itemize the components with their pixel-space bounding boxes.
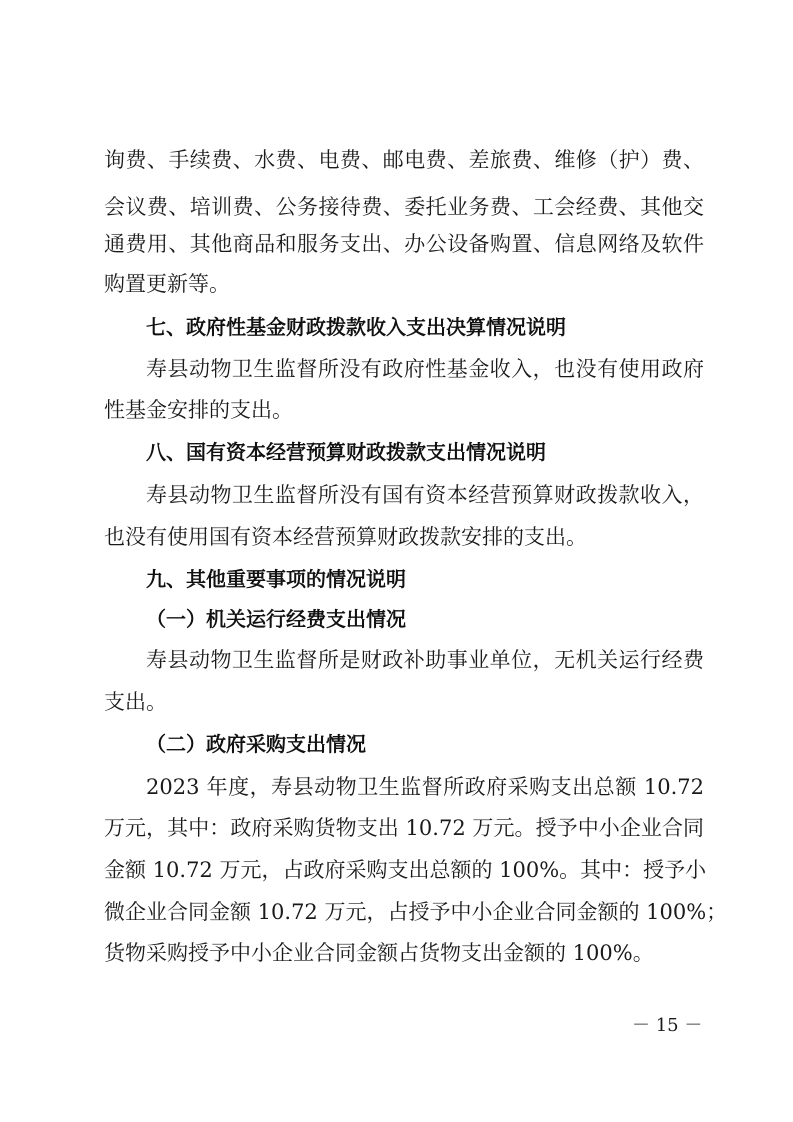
paragraph-line: 会议费、培训费、公务接待费、委托业务费、工会经费、其他交: [104, 195, 704, 219]
paragraph-line: 寿县动物卫生监督所没有国有资本经营预算财政拨款收入，: [146, 483, 704, 507]
paragraph-line: 金额 10.72 万元，占政府采购支出总额的 100%。其中：授予小: [104, 858, 707, 882]
paragraph-line: 寿县动物卫生监督所没有政府性基金收入，也没有使用政府: [146, 357, 704, 381]
section-heading-9: 九、其他重要事项的情况说明: [146, 567, 406, 591]
paragraph-line: 寿县动物卫生监督所是财政补助事业单位，无机关运行经费: [146, 648, 704, 672]
paragraph-line: 购置更新等。: [104, 272, 230, 296]
paragraph-line: 货物采购授予中小企业合同金额占货物支出金额的 100%。: [104, 941, 654, 965]
paragraph-line: 2023 年度，寿县动物卫生监督所政府采购支出总额 10.72: [146, 775, 704, 799]
page-number: － 15 －: [632, 1015, 703, 1036]
paragraph-line: 支出。: [104, 690, 167, 714]
paragraph-line: 也没有使用国有资本经营预算财政拨款安排的支出。: [104, 525, 587, 549]
subsection-heading-1: （一）机关运行经费支出情况: [146, 607, 406, 631]
paragraph-line: 询费、手续费、水费、电费、邮电费、差旅费、维修（护）费、: [104, 148, 704, 172]
paragraph-line: 微企业合同金额 10.72 万元，占授予中小企业合同金额的 100%；: [104, 900, 728, 924]
paragraph-line: 性基金安排的支出。: [104, 398, 293, 422]
section-heading-8: 八、国有资本经营预算财政拨款支出情况说明: [146, 440, 546, 464]
subsection-heading-2: （二）政府采购支出情况: [146, 732, 366, 756]
paragraph-line: 通费用、其他商品和服务支出、办公设备购置、信息网络及软件: [104, 232, 704, 256]
paragraph-line: 万元，其中：政府采购货物支出 10.72 万元。授予中小企业合同: [104, 816, 704, 840]
section-heading-7: 七、政府性基金财政拨款收入支出决算情况说明: [146, 315, 566, 339]
